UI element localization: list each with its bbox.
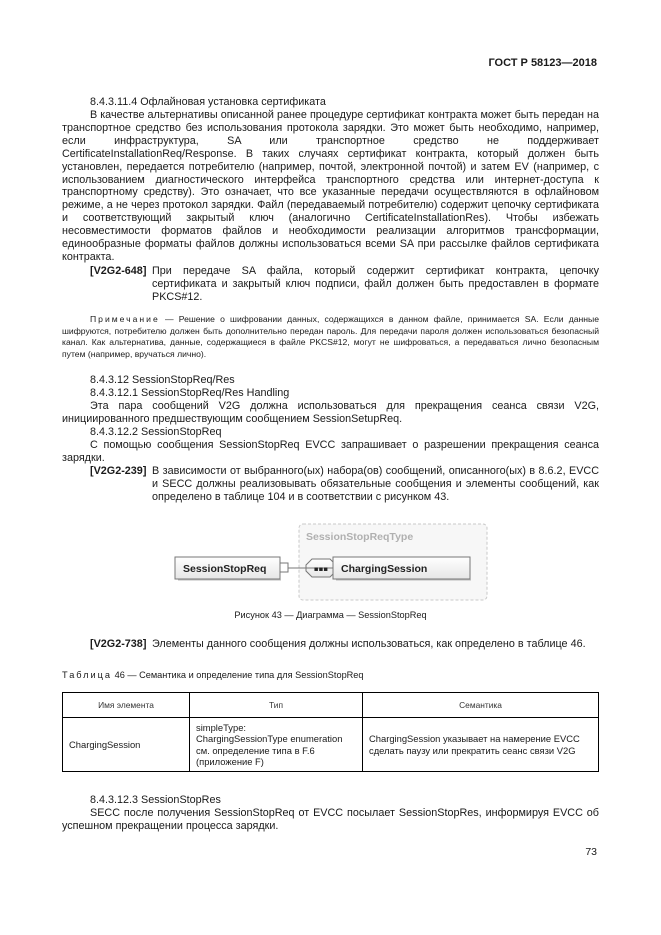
sequence-icon: ▪▪▪	[313, 565, 329, 573]
note	[62, 314, 599, 360]
schema-diagram	[0, 515, 661, 605]
table-row	[63, 718, 599, 772]
semantics-cell: ChargingSession указывает на намерение EVCC сделать паузу или прекратить сеанс связи V2G	[363, 718, 599, 772]
type-line: (приложение F)	[196, 756, 264, 767]
requirement-text: Элементы данного сообщения должны использоваться, как определено в таблице 46.	[152, 638, 586, 650]
root-element-label: SessionStopReq	[183, 563, 267, 575]
type-line: ChargingSessionType enumeration	[196, 733, 343, 744]
type-name: SessionStopReqType	[306, 531, 414, 543]
figure-caption: Рисунок 43 — Диаграмма — SessionStopReq	[234, 610, 427, 620]
requirement-text: В зависимости от выбранного(ых) набора(ов) сообщений, описанного(ых) в 8.6.2, EVCC и SECC должны реализовывать обязательные сообщения и элементы сообщений, как определено в таблице 104 и в соответствии с рисунком 43.	[152, 465, 599, 503]
table-header-row	[63, 693, 599, 718]
requirement-id: [V2G2-648]	[90, 265, 147, 277]
paragraph: С помощью сообщения SessionStopReq EVCC запрашивает о разрешении прекращения сеанса зарядки.	[62, 439, 599, 464]
expand-icon	[280, 563, 288, 572]
requirement-text: При передаче SA файла, который содержит сертификат контракта, цепочку сертификата и закрытый ключ подписи, файл должен быть предоставлен в формате PKCS#12.	[152, 265, 599, 303]
type-line: см. определение типа в F.6	[196, 744, 315, 756]
root-element	[175, 557, 281, 580]
requirement	[62, 638, 599, 651]
table-caption	[62, 670, 364, 680]
requirement	[62, 265, 599, 304]
paragraph: Эта пара сообщений V2G должна использоваться для прекращения сеанса связи V2G, инициированного предшествующим сообщением SessionSetupReq.	[62, 400, 599, 425]
section-heading: 8.4.3.12.3 SessionStopRes	[90, 794, 221, 806]
document-header: ГОСТ Р 58123—2018	[488, 57, 597, 69]
table-caption-text: 46 — Семантика и определение типа для SessionStopReq	[114, 670, 364, 680]
section-heading: 8.4.3.11.4 Офлайновая установка сертификата	[90, 96, 326, 108]
requirement	[62, 465, 599, 504]
element-name-cell: ChargingSession	[63, 718, 190, 772]
note-label: Примечание	[90, 314, 160, 324]
section-heading: 8.4.3.12 SessionStopReq/Res	[90, 374, 235, 386]
semantics-table	[62, 692, 599, 772]
type-cell	[190, 718, 363, 772]
paragraph: В качестве альтернативы описанной ранее процедуре сертификат контракта может быть передан на транспортное средство без использования протокола зарядки. Это может быть необходимо, например, если инфраструктура, SA или транспортное средство не поддерживает CertificateInstallationReq/Response. В таких случаях сертификат контракта, который должен быть установлен, передается потребителю (например, почтой, электронной почтой) и затем EV (например, с использованием диагностического интерфейса транспортного средства или интернет-доступа к транспортному средству). Это означает, что все указанные передачи осуществляются в офлайновом режиме, а не через протокол зарядки. Файл (передаваемый потребителю) содержит цепочку сертификата и соответствующий закрытый ключ (аналогично CertificateInstallationRes). Чтобы избежать несовместимости форматов файлов и необходимости реализации алгоритмов трансформации, единообразные форматы файлов должны использоваться всеми SA при рассылке файлов сертификата контракта.	[62, 109, 599, 263]
requirement-id: [V2G2-239]	[90, 465, 147, 477]
paragraph: SECC после получения SessionStopReq от EVCC посылает SessionStopRes, информируя EVCC об успешном прекращении процесса зарядки.	[62, 807, 599, 832]
requirement-id: [V2G2-738]	[90, 638, 147, 650]
page-number: 73	[585, 846, 597, 858]
type-line: simpleType:	[196, 721, 247, 733]
child-element-label: ChargingSession	[341, 563, 428, 575]
subsection-heading: 8.4.3.12.1 SessionStopReq/Res Handling	[90, 387, 290, 399]
column-header: Имя элемента	[63, 693, 190, 718]
table-caption-label: Таблица	[62, 670, 113, 680]
subsection-heading: 8.4.3.12.2 SessionStopReq	[90, 426, 222, 438]
column-header: Тип	[190, 693, 363, 718]
note-text: — Решение о шифровании данных, содержащихся в данном файле, принимается SA. Если данные шифруются, потребителю должен быть дополнительно передан пароль. Для передачи пароля должен использоваться безопасный канал. Как альтернатива, данные, содержащиеся в файле PKCS#12, могут не шифроваться, а передаваться лично безопасным путем (например, вручаться лично).	[62, 314, 599, 359]
column-header: Семантика	[363, 693, 599, 718]
child-element	[333, 557, 471, 580]
